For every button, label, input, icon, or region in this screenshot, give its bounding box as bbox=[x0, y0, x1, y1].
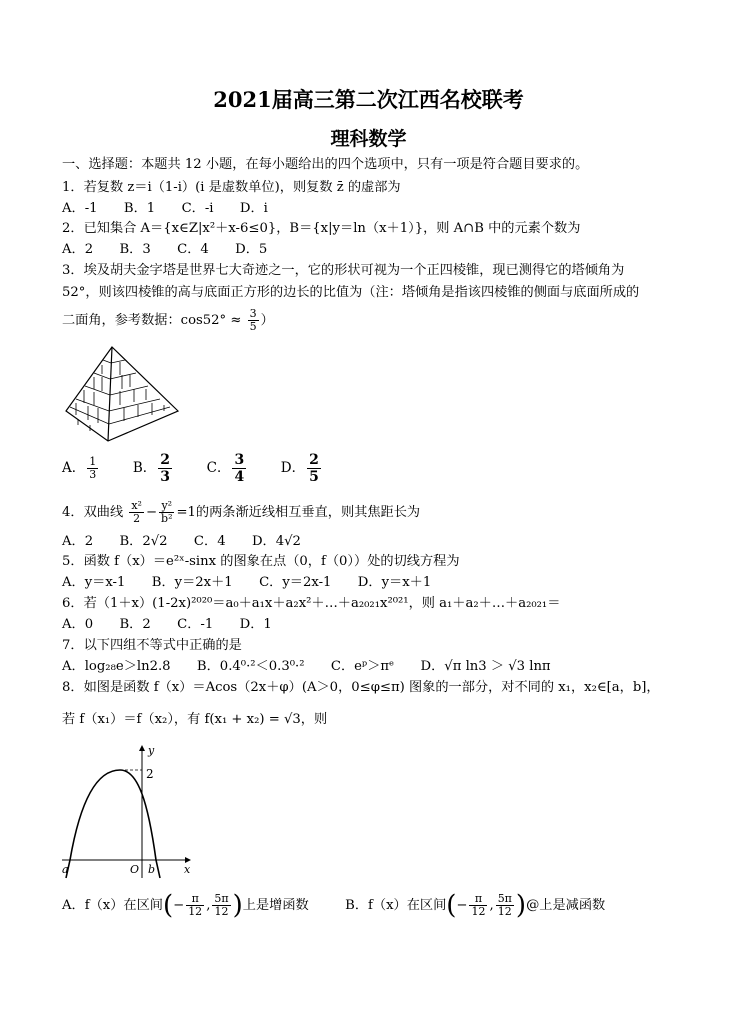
q3-options bbox=[62, 452, 323, 485]
q8-graph-a: a bbox=[62, 863, 69, 876]
q3-ref-fraction: $\frac{3}{5}$ bbox=[249, 307, 257, 333]
q3-option-a-fraction: $\frac{1}{3}$ bbox=[89, 455, 97, 481]
q8-line1: 8．如图是函数 f（x）＝Acos（2x＋φ）(A＞0，0≤φ≤π) 图象的一部分，对不同的 x₁，x₂∈[a，b]， bbox=[62, 680, 660, 695]
q3-option-c: C． $\frac{3}{4}$ bbox=[206, 452, 245, 485]
q8-options bbox=[62, 890, 606, 921]
q1-stem: 1．若复数 z＝i（1-i）(i 是虚数单位)，则复数 z̄ 的虚部为 bbox=[62, 180, 401, 195]
q4-y-fraction: $\frac{\text{y²}}{\text{b²}}$ bbox=[161, 499, 173, 525]
q4-options: A．2 B．2√2 C．4 D．4√2 bbox=[62, 534, 301, 549]
q3-line2: 52°，则该四棱锥的高与底面正方形的边长的比值为（注：塔倾角是指该四棱锥的侧面与底面所成的 bbox=[62, 285, 640, 300]
q3-option-a: A． $\frac{1}{3}$ bbox=[62, 455, 97, 481]
q2-stem: 2．已知集合 A＝{x∈Z|x²＋x-6≤0}，B＝{x|y＝ln（x＋1）}，则 A∩B 中的元素个数为 bbox=[62, 221, 581, 236]
q4-x-fraction: $\frac{\text{x²}}{2}$ bbox=[131, 499, 142, 525]
q8-line2: 若 f（x₁）＝f（x₂），有 f(x₁ + x₂) = √3，则 bbox=[62, 712, 328, 727]
q3-option-d: D． $\frac{2}{5}$ bbox=[280, 452, 319, 485]
q8-a-right-frac: $\frac{5\pi}{12}$ bbox=[214, 892, 229, 918]
pyramid-illustration bbox=[64, 345, 180, 443]
exam-subject: 理科数学 bbox=[330, 128, 407, 150]
q8-option-a: A．f（x）在区间(− $\frac{\pi}{12}$ , $\frac{5\pi}{12}$ )上是增函数 bbox=[62, 890, 309, 921]
q8-b-right-frac: $\frac{5\pi}{12}$ bbox=[497, 892, 512, 918]
q6-stem: 6．若（1＋x）(1-2x)²⁰²⁰＝a₀＋a₁x＋a₂x²＋…＋a₂₀₂₁x²⁰²¹，则 a₁＋a₂＋…＋a₂₀₂₁＝ bbox=[62, 596, 561, 611]
q8-graph-xlabel: x bbox=[184, 863, 191, 876]
q7-stem: 7．以下四组不等式中正确的是 bbox=[62, 638, 242, 653]
q3-line3: 二面角，参考数据：cos52° ≈ $\frac{3}{5}$ ） bbox=[62, 307, 274, 333]
q8-graph-ylabel: y bbox=[148, 744, 155, 757]
q8-graph-b: b bbox=[148, 863, 156, 876]
q8-a-left-frac: $\frac{\pi}{12}$ bbox=[188, 892, 203, 918]
q3-line1: 3．埃及胡夫金字塔是世界七大奇迹之一，它的形状可视为一个正四棱锥，现已测得它的塔倾角为 bbox=[62, 263, 625, 278]
q3-option-b-fraction: $\frac{2}{3}$ bbox=[160, 452, 171, 485]
q6-options: A．0 B．2 C．-1 D．1 bbox=[62, 617, 272, 632]
q4-stem: 4．双曲线 $\frac{\text{x²}}{2}$ − $\frac{\text{y²}}{\text{b²}}$ =1的两条渐近线相互垂直，则其焦距长为 bbox=[62, 499, 421, 525]
q8-graph-ytick: 2 bbox=[146, 767, 154, 781]
q1-options: A．-1 B．1 C．-i D．i bbox=[62, 201, 268, 216]
q2-options: A．2 B．3 C．4 D．5 bbox=[62, 242, 268, 257]
section-heading: 一、选择题：本题共 12 小题，在每小题给出的四个选项中，只有一项是符合题目要求的。 bbox=[62, 157, 589, 172]
q8-graph-origin: O bbox=[130, 863, 140, 876]
q8-function-graph bbox=[58, 742, 198, 882]
q5-options: A．y＝x-1 B．y＝2x＋1 C．y＝2x-1 D．y＝x＋1 bbox=[62, 575, 432, 590]
q7-options: A．log₂₈e＞ln2.8 B．0.4⁰·²＜0.3⁰·² C．eᵖ＞πᵉ D．√π ln3 ＞ √3 lnπ bbox=[62, 659, 551, 674]
exam-title: 2021届高三第二次江西名校联考 bbox=[213, 87, 524, 112]
q3-option-d-fraction: $\frac{2}{5}$ bbox=[309, 452, 319, 485]
q5-stem: 5．函数 f（x）＝e²ˣ-sinx 的图象在点（0，f（0））处的切线方程为 bbox=[62, 554, 460, 569]
q8-b-left-frac: $\frac{\pi}{12}$ bbox=[471, 892, 486, 918]
q3-option-c-fraction: $\frac{3}{4}$ bbox=[234, 452, 245, 485]
q3-option-b: B． $\frac{2}{3}$ bbox=[132, 452, 171, 485]
q8-option-b: B．f（x）在区间(− $\frac{\pi}{12}$ , $\frac{5\pi}{12}$ )@上是减函数 bbox=[345, 890, 606, 921]
